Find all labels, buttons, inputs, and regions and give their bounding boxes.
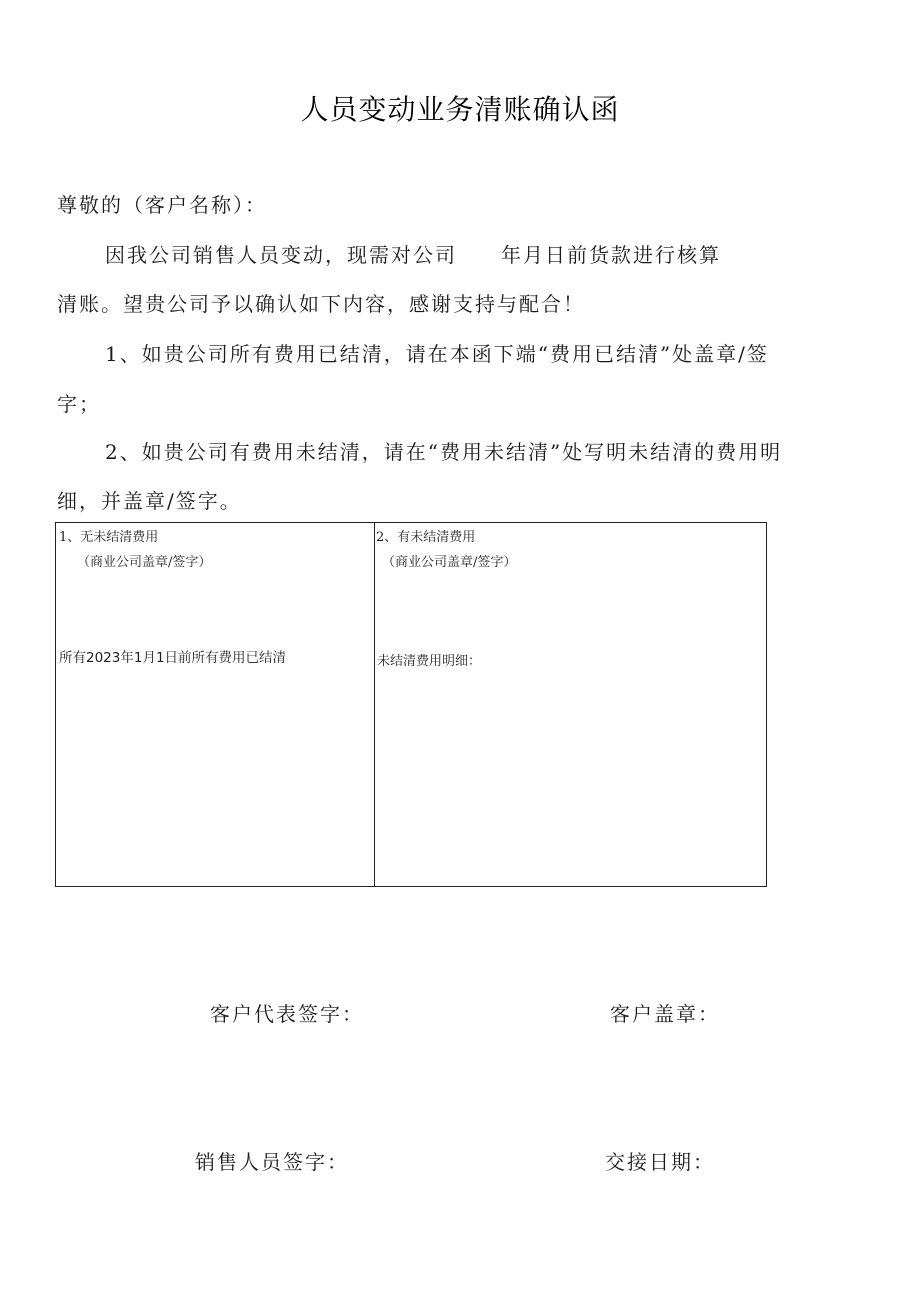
document-title: 人员变动业务清账确认函 [300, 93, 620, 126]
left-cell-stamp-note: （商业公司盖章/签字） [77, 555, 212, 570]
item-1-line-1: 1、如贵公司所有费用已结清，请在本函下端“费用已结清”处盖章/签 [105, 342, 769, 366]
right-cell-detail-label: 未结清费用明细： [377, 654, 482, 669]
intro-paragraph-line-1: 因我公司销售人员变动，现需对公司 年月日前货款进行核算 [105, 243, 721, 267]
item-2-line-1: 2、如贵公司有费用未结清，请在“费用未结清”处写明未结清的费用明 [105, 440, 783, 464]
handover-date-label: 交接日期： [605, 1150, 715, 1174]
right-cell-stamp-note: （商业公司盖章/签字） [382, 555, 517, 570]
item-1-line-2: 字； [57, 392, 101, 416]
item-2-line-2: 细，并盖章/签字。 [57, 489, 242, 513]
customer-rep-signature-label: 客户代表签字： [210, 1002, 364, 1026]
settlement-table [55, 522, 767, 887]
left-cell-heading: 1、无未结清费用 [59, 530, 159, 545]
intro-paragraph-line-2: 清账。望贵公司予以确认如下内容，感谢支持与配合！ [57, 292, 585, 316]
salutation: 尊敬的（客户名称）： [57, 193, 267, 217]
left-cell-statement: 所有2023年1月1日前所有费用已结清 [59, 650, 287, 666]
sales-rep-signature-label: 销售人员签字： [195, 1150, 349, 1174]
customer-seal-label: 客户盖章： [610, 1002, 720, 1026]
table-column-divider [374, 523, 375, 886]
right-cell-heading: 2、有未结清费用 [376, 530, 476, 545]
